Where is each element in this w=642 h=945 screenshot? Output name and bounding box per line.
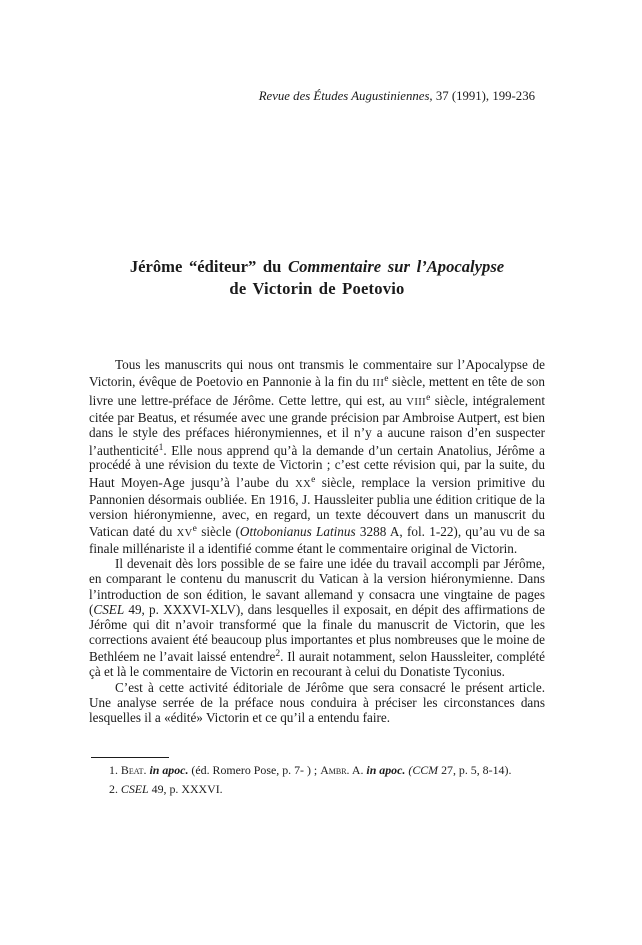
text-run: 49, p. XXXVI. [148,782,223,796]
footnote-ref-1: 1 [158,442,164,453]
footnote-2 [89,782,551,797]
roman-numeral-smallcaps: III [372,377,385,389]
text-run: siècle, intégralement citée par Beatus, et résumée avec une grande précision par Ambroise Autpert, est bien dans le style des préfaces hiéronymiennes, et il n’y a aucune raison d’en suspecter l’authenticité [89,392,546,458]
paragraph-1 [89,357,545,556]
journal-name: Revue des Études Augustiniennes, [258,89,433,103]
series-abbrev-italic: (CCM [408,763,439,777]
text-run: 3288 A, fol. 1-22), qu’au vu de sa finale millénariste il a identifié comme étant le commentaire original de Victorin. [89,523,545,556]
ordinal-superscript: e [311,474,316,485]
work-title-italic: in apoc. [146,763,192,777]
text-run: 49, p. XXXVI-XLV), dans lesquelles il exposait, en dépit des affirmations de Jérôme qui dit n’avoir transformé que la finale du manuscrit de Victorin, que les corrections avaient été beaucoup plus importantes et plus nombreuses que le moine de Bethléem ne l’avait laissé entendre [89,601,545,665]
roman-numeral-smallcaps: XV [176,527,193,539]
text-run: siècle, remplace la version primitive du Pannonien désormais oubliée. En 1916, J. Haussleiter publia une édition critique de la version hiéronymienne, avec, en regard, un texte découvert dans un manuscrit du Vatican daté du [89,474,545,539]
footnote-number: 2. [109,782,121,796]
author-smallcaps: Beat. [120,763,147,777]
text-run: . Elle nous apprend qu’à la demande d’un certain Anatolius, Jérôme a procédé à une révision du texte de Victorin ; c’est cette révision qui, par la suite, du Haut Moyen-Age jusqu’à l’aube du [89,442,545,490]
footnotes-block [89,763,551,801]
roman-numeral-smallcaps: XX [295,478,312,490]
text-run: . Il aurait notamment, selon Haussleiter, complété çà et là le commentaire de Victorin en recourant à celui du Donatiste Tyconius. [89,649,545,680]
footnote-number: 1. [109,763,121,777]
roman-numeral-smallcaps: VIII [406,396,427,408]
paragraph-2 [89,556,545,679]
work-title-italic: in apoc. [366,763,409,777]
series-abbrev-italic: CSEL [120,782,149,796]
text-run: siècle, mettent en tête de son livre une lettre-préface de Jérôme. Cette lettre, qui est, au [89,373,545,408]
manuscript-name-italic: Ottobonianus Latinus [239,523,356,539]
text-run: Il devenait dès lors possible de se faire une idée du travail accompli par Jérôme, en comparant le contenu du manuscrit du Vatican à la version hiéronymienne. Dans l’introduction de son édition, le savant allemand y consacra une vingtaine de pages ( [89,556,545,617]
author-smallcaps: Ambr. [320,763,350,777]
text-run: (éd. Romero Pose, p. 7- ) ; [191,763,321,777]
ordinal-superscript: e [384,374,389,385]
title-roman-part: Jérôme “éditeur” du [129,257,289,276]
article-title-line2: de Victorin de Poetovio [229,279,405,298]
text-run: siècle ( [196,523,240,539]
article-title-line1 [89,256,545,278]
text-run: A. [349,763,367,777]
ordinal-superscript: e [426,393,431,404]
footnote-ref-2: 2 [275,649,281,660]
footnote-1 [89,763,551,778]
article-body [89,357,545,725]
series-abbrev-italic: CSEL [93,601,125,617]
paragraph-3 [89,680,545,726]
text-run: Tous les manuscrits qui nous ont transmis le commentaire sur l’Apocalypse de Victorin, évêque de Poetovio en Pannonie à la fin du [89,357,545,389]
text-run: C’est à cette activité éditoriale de Jérôme que sera consacré le présent article. Une analyse serrée de la préface nous conduira à préciser les circonstances dans lesquelles il a «édité» Victorin et ce qu’il a entendu faire. [89,679,545,725]
running-head [89,89,545,104]
ordinal-superscript: e [192,524,197,535]
footnote-separator [91,757,169,758]
title-italic-part: Commentaire sur l’Apocalypse [288,257,505,276]
article-title [89,256,545,300]
journal-issue-info: 37 (1991), 199-236 [432,89,535,103]
text-run: 27, p. 5, 8-14). [438,763,512,777]
